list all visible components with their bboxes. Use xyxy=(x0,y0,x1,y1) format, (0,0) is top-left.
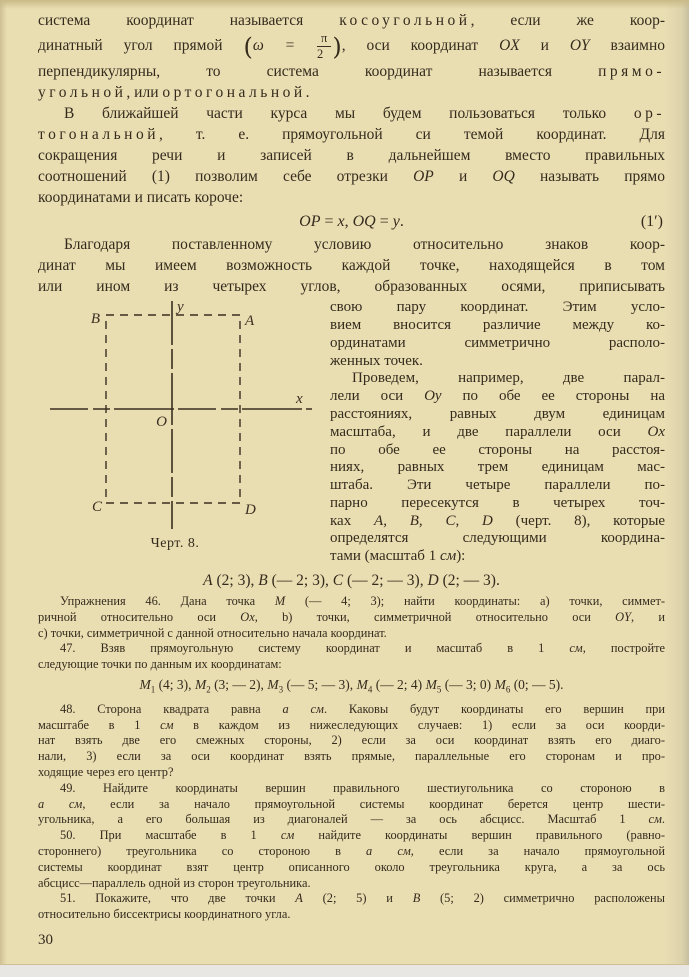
text-run: (— 2; — 3), xyxy=(343,572,428,590)
text-run: косоугольной xyxy=(339,12,471,29)
text-run: масштабе в 1 xyxy=(38,717,161,732)
text-run xyxy=(372,844,397,858)
text-run: см xyxy=(280,828,295,843)
text-run: координатами и писать короче: xyxy=(38,189,244,207)
text-line xyxy=(38,187,665,208)
text-run: , xyxy=(418,512,446,529)
text-line xyxy=(330,424,665,442)
text-run: Oy xyxy=(424,388,442,405)
text-run: называть прямо xyxy=(514,168,665,186)
text-run: тогональной xyxy=(38,126,159,144)
text-run: M xyxy=(194,677,207,693)
text-run: 47. Взяв прямоугольную систему координат и масштаб в 1 xyxy=(60,641,570,656)
text-run: . xyxy=(661,812,665,827)
text-run: ординатами симметрично располо- xyxy=(330,334,665,351)
text-run: см xyxy=(397,843,411,858)
text-run: a xyxy=(366,843,373,858)
text-run: свою пару координат. Этим усло- xyxy=(330,299,665,316)
text-run: определятся следующими координа- xyxy=(330,530,665,547)
text-run: система координат называется xyxy=(38,12,340,29)
text-run: сокращения речи и записей в дальнейшем вместо правильных xyxy=(38,147,665,165)
text-run: 49. Найдите координаты вершин правильного шестиугольника со стороною в xyxy=(60,780,665,795)
text-run: Проведем, например, две парал- xyxy=(352,370,665,387)
text-run: вием вносится различие между ко- xyxy=(330,316,665,333)
text-run: OY xyxy=(569,37,590,54)
text-run: M xyxy=(274,594,286,609)
text-line xyxy=(330,459,665,477)
text-run: следующие точки по данным их координатам: xyxy=(38,657,282,672)
text-line xyxy=(38,718,665,734)
text-run: (2; 5) и xyxy=(302,891,413,906)
text-line xyxy=(330,299,665,317)
paragraph xyxy=(38,10,665,103)
numerator: π xyxy=(317,32,331,47)
text-line xyxy=(38,626,665,642)
paragraph xyxy=(38,234,665,297)
text-run: B xyxy=(258,572,268,590)
text-run: 48. Сторона квадрата равна xyxy=(60,701,283,716)
text-run: взаимно xyxy=(589,37,665,54)
text-run: (4; 3), xyxy=(155,677,195,693)
text-run: Ox xyxy=(647,423,665,440)
x-axis-label: x xyxy=(296,391,303,408)
text-run: a xyxy=(282,701,289,716)
main-text-bottom xyxy=(38,570,665,923)
text-run: a xyxy=(38,796,45,811)
text-run: перпендикулярны, то система координат называется xyxy=(38,63,599,81)
text-run: , xyxy=(344,213,353,231)
text-run: OQ xyxy=(352,213,376,231)
text-run: B xyxy=(412,891,421,906)
text-run: OP xyxy=(299,213,321,231)
text-run: в каждом из нижеследующих случаев: 1) если за оси коорди- xyxy=(173,717,665,732)
text-run: по обе ее стороны на расстоя- xyxy=(330,441,665,458)
paragraph xyxy=(38,103,665,208)
text-run: (— 2; 4) xyxy=(372,677,426,693)
text-run: . xyxy=(399,213,404,231)
inline-formula xyxy=(243,30,342,61)
text-run: нали, 3) если за оси координат взять прямые, параллельные его сторонам и про- xyxy=(38,749,665,764)
text-run: или ином из четырех углов, образованных осями, приписывать xyxy=(38,278,665,296)
text-run: , xyxy=(383,512,410,529)
text-line xyxy=(38,702,665,718)
text-run: ор- xyxy=(633,105,665,123)
text-run: OY xyxy=(615,609,631,624)
y-axis-label: y xyxy=(177,299,184,316)
text-line xyxy=(38,797,665,813)
text-run: , и xyxy=(631,609,665,624)
text-run: динатный угол прямой xyxy=(38,37,244,54)
text-run: (3; — 2), xyxy=(210,677,268,693)
text-line xyxy=(38,781,665,797)
text-line xyxy=(330,477,665,495)
text-line xyxy=(38,124,665,145)
subscript: 5 xyxy=(436,684,442,695)
text-run: C xyxy=(445,512,456,529)
subscript: 4 xyxy=(367,684,373,695)
text-run: лели оси xyxy=(330,388,425,405)
text-run: (— 2; 3), xyxy=(267,572,333,590)
subscript: 1 xyxy=(150,684,156,695)
coordinate-axes-diagram xyxy=(50,299,322,531)
text-line xyxy=(38,765,665,781)
text-line xyxy=(38,594,665,610)
text-line xyxy=(38,234,665,255)
text-run: ричной относительно оси xyxy=(38,609,241,624)
text-run: OQ xyxy=(492,168,515,186)
open-paren: ( xyxy=(243,33,253,61)
text-line xyxy=(38,844,665,860)
text-line xyxy=(38,812,665,828)
text-run: ниях, равных трем единицам мас- xyxy=(330,459,665,476)
page-number: 30 xyxy=(38,931,53,948)
text-run: угольника, а его большая из диагоналей — за ось абсцисс. Масштаб 1 xyxy=(38,812,649,827)
text-run: прямо- xyxy=(598,63,665,81)
text-line xyxy=(38,674,665,701)
text-run xyxy=(44,797,69,811)
point-a-label: A xyxy=(245,313,255,330)
text-run: M xyxy=(425,677,437,693)
text-line xyxy=(38,10,665,31)
text-run: ходящие через его центр? xyxy=(38,764,174,779)
text-run: с) точки, симметричной с данной относительно начала координат. xyxy=(38,625,387,640)
text-line xyxy=(38,610,665,626)
text-line xyxy=(38,145,665,166)
text-run: D xyxy=(427,572,439,590)
text-run: ках xyxy=(330,512,375,529)
text-run: и xyxy=(433,168,493,186)
display-formula xyxy=(38,211,665,233)
close-paren: ) xyxy=(332,33,342,61)
figure-row xyxy=(38,299,665,566)
text-line xyxy=(38,828,665,844)
text-run: (5; 2) симметрично расположены xyxy=(420,891,665,906)
text-run: (— 3; 0) xyxy=(441,677,495,693)
text-run: и xyxy=(519,37,570,54)
text-run: OP xyxy=(413,168,434,186)
text-run: M xyxy=(494,677,506,693)
text-run: (2; 3), xyxy=(212,572,259,590)
text-run: B xyxy=(409,512,419,529)
text-run: 51. Покажите, что две точки xyxy=(60,891,296,906)
text-line xyxy=(330,388,665,406)
text-line xyxy=(38,891,665,907)
text-line xyxy=(38,641,665,657)
text-run: женных точек. xyxy=(330,352,423,369)
subscript: 6 xyxy=(505,684,511,695)
text-run: расстояниях, равных двум единицам xyxy=(330,405,665,422)
text-line xyxy=(330,513,665,531)
text-run xyxy=(289,702,311,716)
text-run: стороннего) треугольника со стороною в xyxy=(38,843,367,858)
main-text-top xyxy=(38,10,665,297)
text-run: , постройте xyxy=(582,641,665,656)
text-run: по обе ее стороны на xyxy=(441,388,665,405)
text-run: M xyxy=(139,677,151,693)
text-run: см xyxy=(68,796,83,811)
text-line xyxy=(38,876,665,892)
text-run: см xyxy=(648,812,662,827)
text-line xyxy=(330,317,665,335)
text-run: = xyxy=(320,213,338,231)
paragraph xyxy=(38,570,665,591)
text-line xyxy=(330,495,665,513)
formula-text: ω = xyxy=(252,37,316,54)
text-run: нат взять две его смежных стороны, 2) если за оси координат взять его диаго- xyxy=(38,733,665,748)
text-run: Упражнения 46. Дана точка xyxy=(60,594,275,609)
text-run: = xyxy=(375,213,393,231)
text-run: (2; — 3). xyxy=(438,572,500,590)
figure-chart-8 xyxy=(38,299,330,566)
text-run: относительно биссектрисы координатного угла. xyxy=(38,907,291,922)
text-run: y xyxy=(392,213,400,231)
text-line xyxy=(38,733,665,749)
text-line xyxy=(38,103,665,124)
subscript: 2 xyxy=(206,684,211,695)
text-run: , b) точки, симметричной относительно оси xyxy=(254,609,616,624)
text-run: тами (масштаб 1 xyxy=(330,548,440,565)
text-run: . xyxy=(305,84,310,102)
text-run: OX xyxy=(499,37,520,54)
text-run: x xyxy=(337,213,345,231)
text-run: найдите координаты вершин правильного (равно- xyxy=(294,828,665,843)
equation-number: (1′) xyxy=(640,213,663,231)
text-run: A xyxy=(203,572,213,590)
origin-label: O xyxy=(156,414,167,431)
text-line xyxy=(38,570,665,591)
text-run: Ox xyxy=(240,609,255,624)
text-line xyxy=(330,370,665,388)
point-d-label: D xyxy=(245,502,256,519)
text-run: системы координат взят центр описанного около треугольника круга, а за ось xyxy=(38,859,665,874)
text-run: ): xyxy=(456,548,466,565)
text-run: . Каковы будут координаты его вершин при xyxy=(323,701,665,716)
text-run: , или xyxy=(126,84,163,102)
text-run: (0; — 5). xyxy=(510,677,564,693)
text-run: , xyxy=(455,512,483,529)
fraction xyxy=(317,32,331,61)
text-run: D xyxy=(482,512,493,529)
text-run: M xyxy=(356,677,368,693)
point-c-label: C xyxy=(91,499,102,516)
figure-side-text xyxy=(330,299,665,566)
text-run: соотношений (1) позволим себе отрезки xyxy=(38,168,414,186)
text-run: M xyxy=(267,677,279,693)
subscript: 3 xyxy=(278,684,284,695)
text-run: см xyxy=(160,717,174,732)
text-run: , если же коор- xyxy=(470,12,665,29)
text-run: см xyxy=(439,548,457,565)
text-run: угольной xyxy=(38,84,127,102)
text-run: A xyxy=(374,512,384,529)
text-line xyxy=(330,530,665,548)
text-run: штаба. Эти четыре параллели по- xyxy=(330,477,665,494)
text-run: , т. е. прямоугольной си темой координат. Для xyxy=(159,126,665,144)
text-run: В ближайшей части курса мы будем пользоваться только xyxy=(64,105,634,123)
text-run: 50. При масштабе в 1 xyxy=(60,828,281,843)
text-run: масштаба, и две параллели оси xyxy=(330,423,648,440)
text-line xyxy=(38,749,665,765)
paragraph xyxy=(38,594,665,923)
text-run: (черт. 8), которые xyxy=(492,512,666,529)
text-run: см xyxy=(569,641,583,656)
scan-edge-strip xyxy=(0,964,689,977)
text-line xyxy=(330,442,665,460)
text-run: ортогональной xyxy=(162,84,306,102)
formula-body xyxy=(299,213,404,230)
text-line xyxy=(38,860,665,876)
text-line xyxy=(330,335,665,353)
text-line xyxy=(38,61,665,82)
text-run: см xyxy=(310,701,324,716)
point-b-label: B xyxy=(90,311,100,328)
text-line xyxy=(38,82,665,103)
text-run: абсцисс—параллель одной из сторон треугольника. xyxy=(38,875,311,890)
text-line xyxy=(330,548,665,566)
text-run: Благодаря поставленному условию относительно знаков коор- xyxy=(64,236,665,254)
denominator: 2 xyxy=(317,47,324,61)
figure-caption: Черт. 8. xyxy=(150,536,200,552)
text-run: C xyxy=(332,572,344,590)
text-run: динат мы имеем возможность каждой точке, находящейся в том xyxy=(38,257,665,275)
text-line xyxy=(38,166,665,187)
text-run: парно пересекутся в четырех точ- xyxy=(330,494,665,511)
text-line xyxy=(330,353,665,371)
text-run: , оси координат xyxy=(341,37,500,54)
text-line xyxy=(330,406,665,424)
text-line xyxy=(38,657,665,673)
text-line xyxy=(38,276,665,297)
text-run: , если за начало прямоугольной xyxy=(410,843,665,858)
text-run: , если за начало прямоугольной системы координат берется центр шести- xyxy=(82,796,665,811)
text-run: A xyxy=(295,891,303,906)
text-line xyxy=(38,907,665,923)
text-run: (— 5; — 3), xyxy=(283,677,357,693)
text-line xyxy=(38,255,665,276)
text-line xyxy=(38,31,665,61)
text-run: (— 4; 3); найти координаты: а) точки, симмет- xyxy=(285,594,665,609)
